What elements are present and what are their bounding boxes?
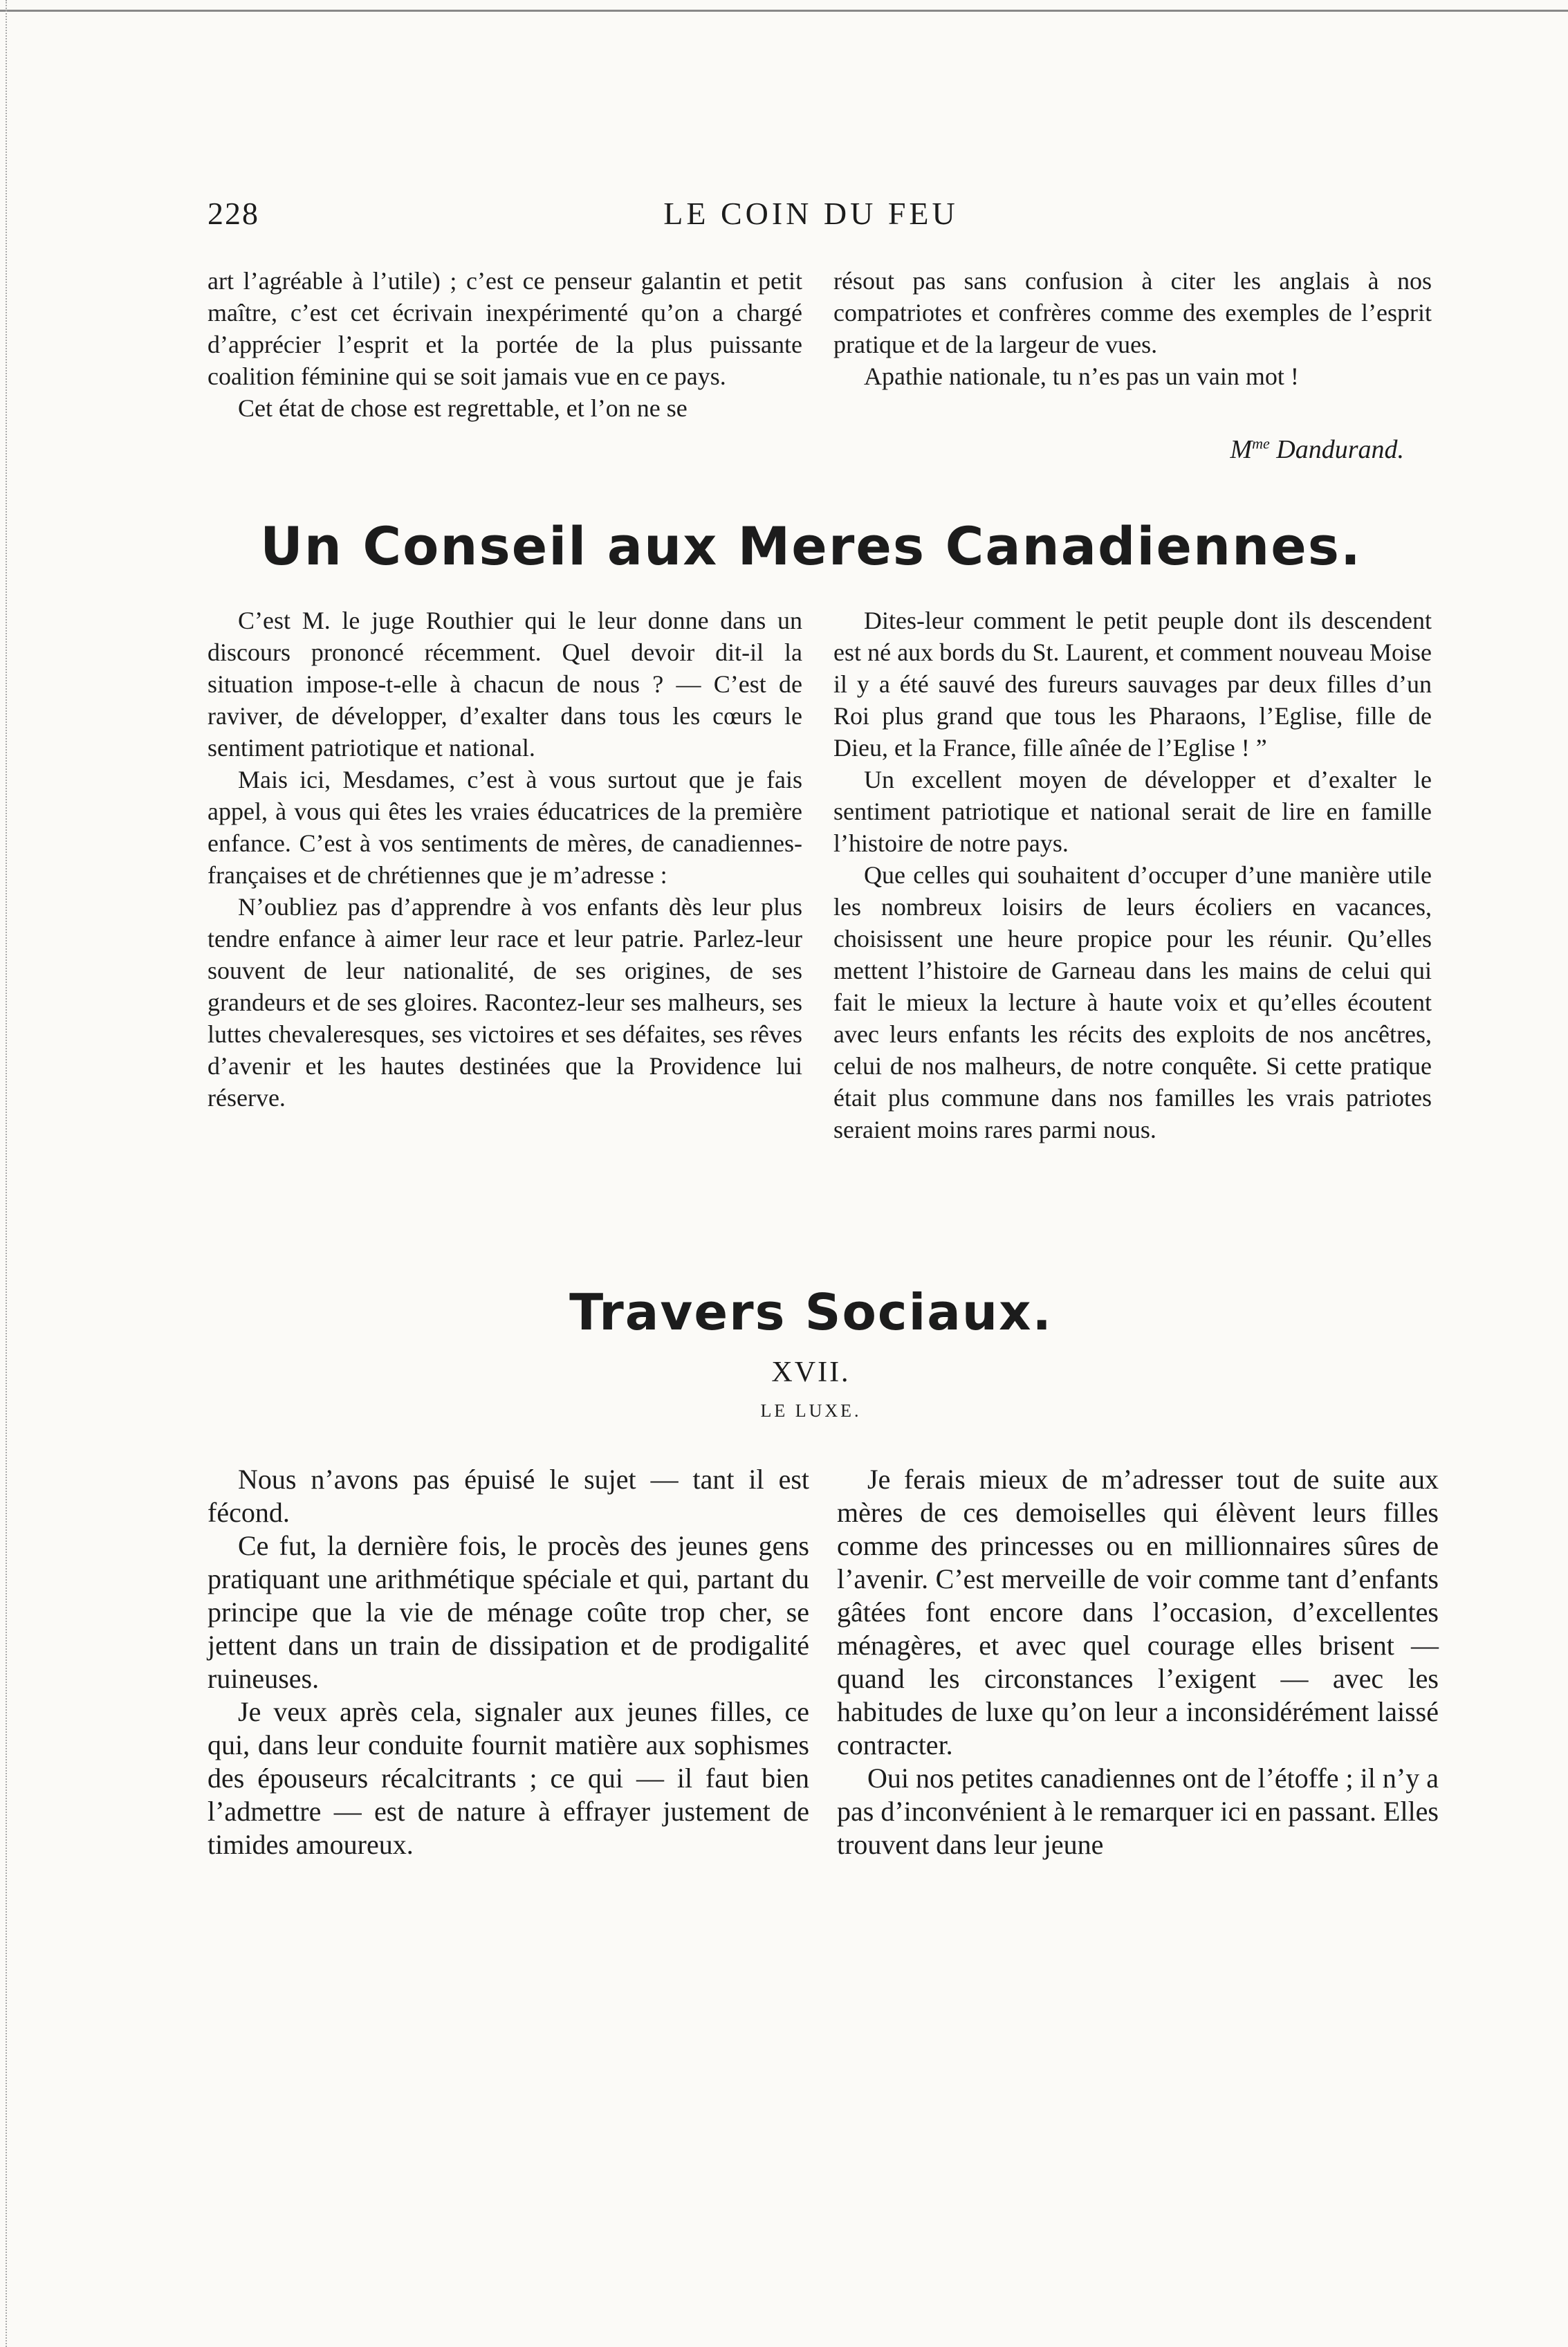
running-title: LE COIN DU FEU	[663, 196, 959, 231]
article-number: XVII.	[771, 1356, 851, 1388]
page-top-edge	[0, 0, 1568, 12]
article-subtitle: LE LUXE.	[760, 1401, 862, 1421]
signature-initial: M	[1230, 435, 1253, 464]
signature-superscript: me	[1252, 434, 1270, 452]
page-number: 228	[207, 196, 259, 231]
paragraph: Que celles qui souhaitent d’occuper d’une manière utile les nombreux loisirs de leurs écoliers en vacances, choisissent une heure propice pour les réunir. Qu’elles mettent l’histoire de Garneau dans les mains de celui qui fait le mieux la lecture à haute voix et qu’elles écoutent avec leurs enfants les récits des exploits de nos ancêtres, celui de nos malheurs, de notre conquête. Si cette pratique était plus commune dans nos familles les vrais patriotes seraient moins rares parmi nous.	[833, 861, 1432, 1143]
top-right-column	[833, 265, 1432, 392]
paragraph: Nous n’avons pas épuisé le sujet — tant il est fécond.	[207, 1464, 809, 1528]
paragraph: Oui nos petites canadiennes ont de l’étoffe ; il n’y a pas d’inconvénient à le remarquer ici en passant. Elles trouvent dans leur jeune	[837, 1762, 1439, 1860]
paragraph: Ce fut, la dernière fois, le procès des jeunes gens pratiquant une arithmétique spéciale et qui, partant du principe que la vie de ménage coûte trop cher, se jettent dans un train de dissipation et de prodigalité ruineuses.	[207, 1530, 809, 1694]
page-header	[207, 195, 1414, 243]
top-left-column	[207, 265, 802, 424]
author-signature	[830, 434, 1404, 465]
paragraph: Cet état de chose est regrettable, et l’on ne se	[238, 394, 688, 422]
article-title: Un Conseil aux Meres Canadiennes.	[260, 515, 1362, 577]
paragraph: Je veux après cela, signaler aux jeunes filles, ce qui, dans leur conduite fournit matière aux sophismes des épouseurs récalcitrants ; ce qui — il faut bien l’admettre — est de nature à effrayer justement de timides amoureux.	[207, 1696, 809, 1860]
article-title: Travers Sociaux.	[569, 1283, 1053, 1341]
paragraph: résout pas sans confusion à citer les anglais à nos compatriotes et confrères comme des exemples de l’esprit pratique et de la largeur de vues.	[833, 267, 1432, 358]
paragraph: Un excellent moyen de développer et d’exalter le sentiment patriotique et national serait de lire en famille l’histoire de notre pays.	[833, 766, 1432, 857]
signature-name: Dandurand.	[1276, 435, 1404, 464]
paragraph: Mais ici, Mesdames, c’est à vous surtout que je fais appel, à vous qui êtes les vraies éducatrices de la première enfance. C’est à vos sentiments de mères, de canadiennes-françaises et de chrétiennes que je m’adresse :	[207, 766, 802, 889]
paragraph: N’oubliez pas d’apprendre à vos enfants dès leur plus tendre enfance à aimer leur race et leur patrie. Parlez-leur souvent de leur nationalité, de ses origines, de ses grandeurs et de ses gloires. Racontez-leur ses malheurs, ses luttes chevaleresques, ses victoires et ses défaites, ses rêves d’avenir et les hautes destinées que la Providence lui réserve.	[207, 893, 802, 1112]
article2-left-column	[207, 1463, 809, 1861]
paragraph: Apathie nationale, tu n’es pas un vain mot !	[864, 362, 1299, 390]
page-left-edge	[6, 0, 8, 2347]
paragraph: art l’agréable à l’utile) ; c’est ce penseur galantin et petit maître, c’est cet écrivain inexpérimenté qu’on a chargé d’apprécier l’esprit et la portée de la plus puissante coalition féminine qui se soit jamais vue en ce pays.	[207, 267, 802, 390]
article1-right-column	[833, 605, 1432, 1145]
article2-right-column	[837, 1463, 1439, 1861]
article1-left-column	[207, 605, 802, 1114]
paragraph: C’est M. le juge Routhier qui le leur donne dans un discours prononcé récemment. Quel devoir dit-il la situation impose-t-elle à chacun de nous ? — C’est de raviver, de développer, d’exalter dans tous les cœurs le sentiment patriotique et national.	[207, 607, 802, 762]
paragraph: Je ferais mieux de m’adresser tout de suite aux mères de ces demoiselles qui élèvent leurs filles comme des princesses ou en millionnaires sûres de l’avenir. C’est merveille de voir comme tant d’enfants gâtées font encore dans l’occasion, d’excellentes ménagères, et avec quel courage elles brisent — quand les circonstances l’exigent — avec les habitudes de luxe qu’on leur a inconsidérément laissé contracter.	[837, 1464, 1439, 1760]
paragraph: Dites-leur comment le petit peuple dont ils descendent est né aux bords du St. Laurent, et comment nouveau Moise il y a été sauvé des fureurs sauvages par deux filles d’un Roi plus grand que tous les Pharaons, l’Eglise, fille de Dieu, et la France, fille aînée de l’Eglise ! ”	[833, 607, 1432, 762]
